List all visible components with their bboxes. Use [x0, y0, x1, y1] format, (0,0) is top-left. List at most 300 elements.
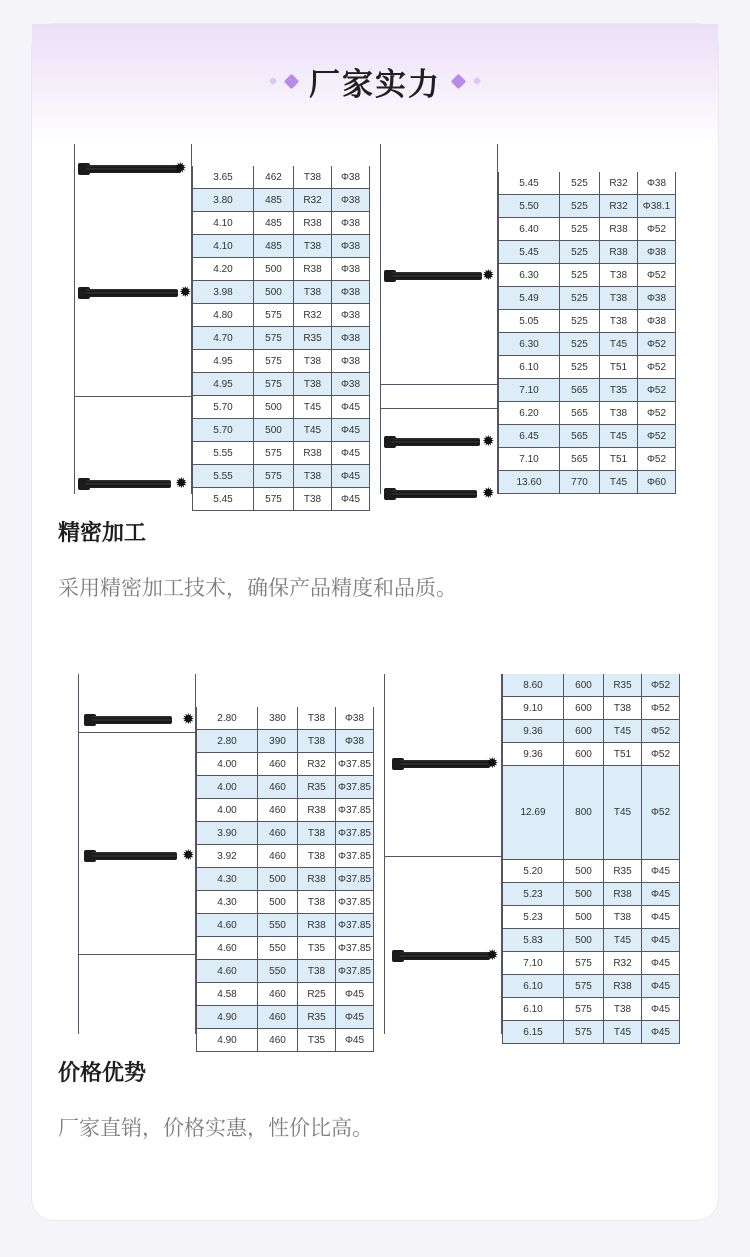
table-cell: 565	[560, 402, 600, 425]
table-cell: Φ38	[332, 258, 370, 281]
table-row	[192, 258, 370, 281]
table-cell: T38	[604, 998, 642, 1021]
table-row	[498, 172, 676, 195]
table-cell: Φ45	[336, 1006, 374, 1029]
table-cell: T38	[298, 960, 336, 983]
diamond-icon	[473, 77, 481, 85]
group-divider	[78, 954, 196, 955]
table-cell: 7.10	[502, 952, 564, 975]
table-row	[502, 929, 680, 952]
table-cell: Φ45	[642, 1021, 680, 1044]
table-cell: 6.20	[498, 402, 560, 425]
table-cell: R25	[298, 983, 336, 1006]
table-row	[498, 310, 676, 333]
table-cell: 4.95	[192, 350, 254, 373]
table-row	[498, 356, 676, 379]
table-row	[196, 776, 374, 799]
table-cell: 5.45	[192, 488, 254, 511]
table-cell: 460	[258, 776, 298, 799]
table-cell: 12.69	[502, 766, 564, 860]
table-cell: Φ45	[642, 906, 680, 929]
table-cell: 4.60	[196, 937, 258, 960]
table-cell: T45	[600, 425, 638, 448]
table-cell: 4.20	[192, 258, 254, 281]
table-cell: Φ37.85	[336, 799, 374, 822]
drill-shank-icon	[92, 852, 177, 860]
group-divider	[78, 732, 196, 733]
table-cell: 525	[560, 333, 600, 356]
table-cell: 500	[564, 929, 604, 952]
table-cell: 7.10	[498, 448, 560, 471]
table-cell: Φ37.85	[336, 937, 374, 960]
table-row	[196, 868, 374, 891]
product-table-image-1	[62, 134, 688, 505]
table-cell: T45	[604, 720, 642, 743]
table-cell: T51	[604, 743, 642, 766]
diamond-icon	[451, 73, 467, 89]
table-cell: R38	[294, 442, 332, 465]
spline-gear-icon: ✹	[175, 474, 188, 492]
table-cell: 575	[564, 975, 604, 998]
table-cell: R32	[298, 753, 336, 776]
table-cell: 5.70	[192, 396, 254, 419]
table-row	[196, 914, 374, 937]
table-cell: Φ38	[332, 350, 370, 373]
table-cell: T38	[604, 906, 642, 929]
table-cell: T45	[294, 396, 332, 419]
drill-shank-icon	[400, 760, 490, 768]
table-cell: R35	[298, 1006, 336, 1029]
table-cell: Φ52	[642, 743, 680, 766]
spline-gear-icon: ✹	[482, 484, 495, 502]
diamond-icon	[269, 77, 277, 85]
table-cell: 500	[564, 906, 604, 929]
table-cell: Φ45	[642, 952, 680, 975]
table-cell: T38	[294, 465, 332, 488]
table-cell: 5.83	[502, 929, 564, 952]
drill-shank-icon	[392, 438, 480, 446]
table-cell: Φ52	[638, 264, 676, 287]
table-row	[196, 960, 374, 983]
table-row	[196, 1029, 374, 1052]
table-cell: 5.70	[192, 419, 254, 442]
drill-shank-icon	[400, 952, 490, 960]
table-row	[498, 333, 676, 356]
table-cell: 9.10	[502, 697, 564, 720]
table-row	[192, 396, 370, 419]
table-cell: T45	[604, 929, 642, 952]
table-row	[498, 402, 676, 425]
product-table-image-2	[62, 674, 688, 1046]
table-cell: 550	[258, 960, 298, 983]
table-cell: 5.55	[192, 442, 254, 465]
table-row	[192, 189, 370, 212]
table-cell: T38	[294, 373, 332, 396]
table-cell: 525	[560, 172, 600, 195]
table-cell: Φ52	[642, 720, 680, 743]
table-cell: Φ37.85	[336, 914, 374, 937]
table-cell: 550	[258, 914, 298, 937]
table-row	[196, 707, 374, 730]
table-cell: 525	[560, 287, 600, 310]
table-cell: 6.10	[502, 998, 564, 1021]
table-cell: T35	[600, 379, 638, 402]
table-row	[192, 281, 370, 304]
table-cell: R32	[600, 195, 638, 218]
table-cell: Φ52	[638, 379, 676, 402]
table-cell: Φ37.85	[336, 960, 374, 983]
table-cell: Φ45	[332, 465, 370, 488]
table-cell: Φ52	[642, 674, 680, 697]
table-cell: 390	[258, 730, 298, 753]
title-wrap	[270, 59, 480, 104]
table-cell: Φ38	[332, 189, 370, 212]
table-cell: Φ38	[332, 327, 370, 350]
table-cell: 4.00	[196, 753, 258, 776]
table-cell: 575	[254, 327, 294, 350]
table-cell: 4.80	[192, 304, 254, 327]
table-cell: 6.15	[502, 1021, 564, 1044]
table-cell: Φ38	[638, 172, 676, 195]
table-cell: Φ37.85	[336, 868, 374, 891]
table-cell: 460	[258, 822, 298, 845]
table-cell: T38	[298, 822, 336, 845]
table-cell: 575	[564, 952, 604, 975]
table-cell: Φ38	[336, 707, 374, 730]
table-cell: 5.55	[192, 465, 254, 488]
spline-gear-icon: ✹	[182, 710, 195, 728]
spline-gear-icon: ✹	[482, 432, 495, 450]
table-cell: 485	[254, 212, 294, 235]
diamond-icon	[284, 73, 300, 89]
table-cell: Φ45	[332, 396, 370, 419]
table-cell: Φ52	[638, 425, 676, 448]
drill-shank-icon	[86, 480, 171, 488]
table-cell: T38	[600, 402, 638, 425]
group-divider	[74, 396, 192, 397]
table-cell: R38	[298, 799, 336, 822]
table-cell: T38	[298, 730, 336, 753]
table-cell: Φ38	[332, 212, 370, 235]
drill-shank-icon	[392, 490, 477, 498]
header-banner	[32, 24, 718, 144]
table-cell: R32	[604, 952, 642, 975]
table-cell: 460	[258, 1006, 298, 1029]
table-row	[196, 845, 374, 868]
table-row	[196, 753, 374, 776]
table-cell: T45	[294, 419, 332, 442]
table-cell: Φ38	[332, 235, 370, 258]
table-cell: 525	[560, 218, 600, 241]
content-card	[32, 24, 718, 1220]
table-cell: 500	[254, 419, 294, 442]
table-cell: 5.50	[498, 195, 560, 218]
table-row	[196, 937, 374, 960]
page-title: 厂家实力	[309, 66, 441, 103]
table-cell: Φ38.1	[638, 195, 676, 218]
table-cell: 565	[560, 379, 600, 402]
table-cell: 525	[560, 241, 600, 264]
table-cell: Φ45	[332, 419, 370, 442]
table-cell: 2.80	[196, 730, 258, 753]
table-cell: Φ45	[336, 1029, 374, 1052]
table-cell: R38	[604, 975, 642, 998]
section-description: 厂家直销，价格实惠，性价比高。	[58, 1116, 373, 1140]
table-cell: Φ38	[336, 730, 374, 753]
table-cell: 4.60	[196, 960, 258, 983]
table-cell: 600	[564, 720, 604, 743]
table-cell: 575	[564, 998, 604, 1021]
table-cell: Φ45	[642, 998, 680, 1021]
table-cell: R38	[600, 241, 638, 264]
table-cell: R38	[298, 868, 336, 891]
table-cell: T35	[298, 937, 336, 960]
image-column	[74, 134, 192, 494]
table-cell: 485	[254, 235, 294, 258]
table-cell: 4.30	[196, 868, 258, 891]
table-cell: 575	[254, 304, 294, 327]
spline-gear-icon: ✹	[179, 283, 192, 301]
table-cell: T38	[294, 350, 332, 373]
table-row	[192, 442, 370, 465]
drill-shank-icon	[92, 716, 172, 724]
table-row	[502, 906, 680, 929]
table-cell: 575	[254, 442, 294, 465]
table-row	[196, 799, 374, 822]
table-cell: T35	[298, 1029, 336, 1052]
table-cell: 6.30	[498, 264, 560, 287]
table-cell: 4.90	[196, 1029, 258, 1052]
table-cell: 485	[254, 189, 294, 212]
table-row	[498, 195, 676, 218]
table-row	[196, 822, 374, 845]
table-row	[192, 235, 370, 258]
table-cell: 500	[564, 883, 604, 906]
table-cell: 525	[560, 264, 600, 287]
table-cell: T45	[604, 766, 642, 860]
table-cell: 600	[564, 697, 604, 720]
table-cell: 460	[258, 753, 298, 776]
table-row	[192, 212, 370, 235]
table-cell: 5.45	[498, 241, 560, 264]
table-cell: 6.45	[498, 425, 560, 448]
table-row	[192, 488, 370, 511]
table-cell: R38	[298, 914, 336, 937]
table-cell: Φ37.85	[336, 891, 374, 914]
table-row	[192, 166, 370, 189]
section-title: 精密加工	[58, 521, 147, 546]
table-cell: Φ45	[642, 883, 680, 906]
table-row	[192, 419, 370, 442]
table-cell: Φ45	[336, 983, 374, 1006]
table-cell: 4.95	[192, 373, 254, 396]
table-cell: Φ38	[332, 281, 370, 304]
table-row	[502, 998, 680, 1021]
table-cell: 565	[560, 448, 600, 471]
table-row	[498, 241, 676, 264]
table-row	[502, 975, 680, 998]
table-cell: 4.90	[196, 1006, 258, 1029]
table-cell: Φ37.85	[336, 776, 374, 799]
table-cell: 500	[564, 860, 604, 883]
table-row	[192, 304, 370, 327]
table-cell: 565	[560, 425, 600, 448]
table-cell: R35	[604, 674, 642, 697]
table-cell: 575	[254, 373, 294, 396]
table-cell: R38	[294, 258, 332, 281]
table-cell: 600	[564, 674, 604, 697]
table-cell: 7.10	[498, 379, 560, 402]
table-cell: T38	[604, 697, 642, 720]
table-cell: 5.23	[502, 883, 564, 906]
table-cell: 4.00	[196, 776, 258, 799]
table-cell: T38	[600, 310, 638, 333]
table-cell: Φ45	[642, 929, 680, 952]
table-row	[192, 373, 370, 396]
group-divider	[380, 408, 498, 409]
table-cell: Φ45	[332, 442, 370, 465]
table-row	[502, 766, 680, 860]
table-row	[498, 425, 676, 448]
table-cell: 5.05	[498, 310, 560, 333]
table-cell: Φ37.85	[336, 753, 374, 776]
table-cell: T51	[600, 448, 638, 471]
table-row	[192, 465, 370, 488]
table-cell: 460	[258, 799, 298, 822]
table-cell: Φ45	[642, 975, 680, 998]
table-cell: Φ52	[638, 333, 676, 356]
table-cell: Φ60	[638, 471, 676, 494]
table-cell: 4.70	[192, 327, 254, 350]
table-cell: 5.20	[502, 860, 564, 883]
table-cell: Φ38	[332, 373, 370, 396]
table-cell: T45	[604, 1021, 642, 1044]
table-cell: T38	[294, 281, 332, 304]
table-cell: Φ38	[638, 310, 676, 333]
table-cell: T38	[298, 707, 336, 730]
table-cell: 500	[254, 258, 294, 281]
table-cell: Φ45	[642, 860, 680, 883]
table-cell: 380	[258, 707, 298, 730]
table-cell: 460	[258, 845, 298, 868]
table-cell: 3.98	[192, 281, 254, 304]
table-cell: 575	[254, 488, 294, 511]
table-cell: 800	[564, 766, 604, 860]
table-cell: 2.80	[196, 707, 258, 730]
table-cell: 500	[254, 281, 294, 304]
table-cell: 770	[560, 471, 600, 494]
table-cell: R35	[294, 327, 332, 350]
table-cell: 3.92	[196, 845, 258, 868]
table-cell: 6.10	[498, 356, 560, 379]
table-cell: T38	[294, 488, 332, 511]
left-decoration	[270, 76, 297, 87]
table-cell: 3.65	[192, 166, 254, 189]
table-cell: 575	[564, 1021, 604, 1044]
table-cell: 13.60	[498, 471, 560, 494]
table-row	[498, 287, 676, 310]
table-row	[192, 350, 370, 373]
drill-shank-icon	[392, 272, 482, 280]
table-row	[498, 471, 676, 494]
table-row	[196, 1006, 374, 1029]
table-cell: R38	[294, 212, 332, 235]
table-cell: T45	[600, 471, 638, 494]
table-cell: Φ52	[642, 697, 680, 720]
table-cell: T38	[294, 235, 332, 258]
table-cell: T38	[600, 287, 638, 310]
table-cell: T51	[600, 356, 638, 379]
table-row	[502, 743, 680, 766]
table-cell: Φ52	[638, 448, 676, 471]
table-row	[502, 883, 680, 906]
table-cell: 6.30	[498, 333, 560, 356]
table-cell: 5.45	[498, 172, 560, 195]
table-cell: Φ38	[638, 241, 676, 264]
table-cell: 4.10	[192, 212, 254, 235]
table-cell: 575	[254, 350, 294, 373]
table-cell: Φ52	[638, 356, 676, 379]
table-row	[498, 448, 676, 471]
table-row	[192, 327, 370, 350]
group-divider	[384, 856, 502, 857]
spline-gear-icon: ✹	[182, 846, 195, 864]
table-cell: 500	[258, 891, 298, 914]
table-row	[502, 952, 680, 975]
section-description: 采用精密加工技术，确保产品精度和品质。	[58, 576, 457, 600]
table-cell: Φ37.85	[336, 845, 374, 868]
table-row	[498, 264, 676, 287]
table-row	[502, 1021, 680, 1044]
table-cell: 500	[254, 396, 294, 419]
table-cell: R32	[294, 189, 332, 212]
table-cell: 525	[560, 195, 600, 218]
table-cell: Φ52	[642, 766, 680, 860]
table-cell: 6.10	[502, 975, 564, 998]
table-cell: T38	[600, 264, 638, 287]
table-cell: R32	[600, 172, 638, 195]
table-row	[196, 983, 374, 1006]
table-cell: Φ52	[638, 402, 676, 425]
spline-gear-icon: ✹	[174, 159, 187, 177]
table-cell: 575	[254, 465, 294, 488]
table-cell: Φ38	[332, 304, 370, 327]
spline-gear-icon: ✹	[482, 266, 495, 284]
drill-shank-icon	[86, 165, 181, 173]
table-row	[502, 674, 680, 697]
table-cell: R38	[604, 883, 642, 906]
table-cell: 600	[564, 743, 604, 766]
table-cell: 4.00	[196, 799, 258, 822]
spline-gear-icon: ✹	[486, 946, 499, 964]
table-cell: R32	[294, 304, 332, 327]
table-row	[502, 697, 680, 720]
table-cell: 4.30	[196, 891, 258, 914]
section-title: 价格优势	[58, 1061, 147, 1086]
right-decoration	[453, 76, 480, 87]
table-cell: 525	[560, 310, 600, 333]
group-divider	[380, 384, 498, 385]
table-row	[196, 730, 374, 753]
table-cell: 525	[560, 356, 600, 379]
table-cell: 5.49	[498, 287, 560, 310]
table-cell: 550	[258, 937, 298, 960]
table-cell: T38	[294, 166, 332, 189]
drill-shank-icon	[86, 289, 178, 297]
table-cell: 460	[258, 983, 298, 1006]
table-cell: 3.80	[192, 189, 254, 212]
table-cell: Φ38	[638, 287, 676, 310]
